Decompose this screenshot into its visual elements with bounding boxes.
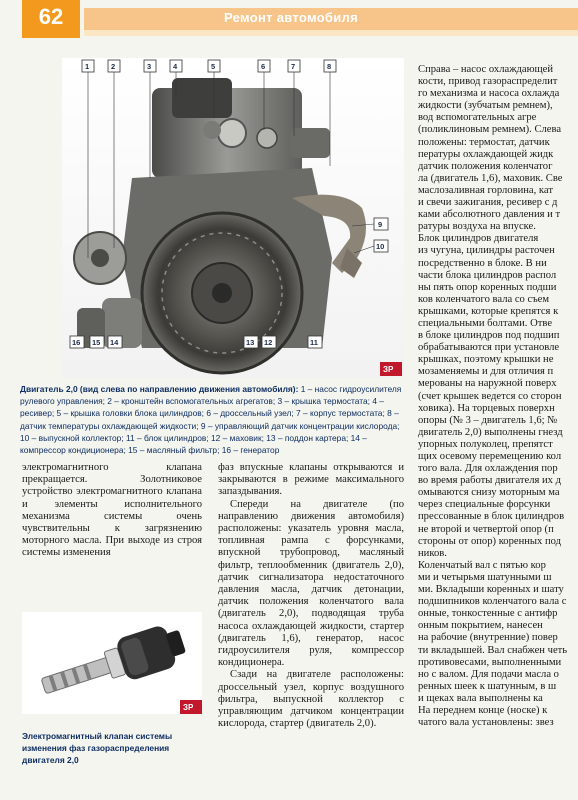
middle-paragraph-2: Спереди на двигателе (по направлению движения автомобиля) расположены: указатель уровня масла, топливная рампа с форсунками, впускной трубопровод, масляный фильтр, теплообменник (двигатель 2,0), датчик сигнализатора недостаточного давления масла, датчик детонации, датчик положения коленчатого вала (двигатель 2,0), подводящая труба насоса охлаждающей жидкости, стартер (двигатель 1,6), генератор, насос гидроусилителя руля, компрессор кондиционера. <box>218 498 404 669</box>
right-column-line: из чугуна, цилиндры расточен <box>418 245 555 257</box>
right-column-line: ми. Вкладыши коренных и шату <box>418 584 564 596</box>
valve-photo <box>22 612 202 714</box>
right-column-line: пературы охлаждающей жидк <box>418 148 554 160</box>
right-column-line: кости, привод газораспределит <box>418 76 558 88</box>
right-column-line: го механизма и насоса охлажда <box>418 88 560 100</box>
right-column-line: на рабочие (внутренние) повер <box>418 632 558 644</box>
right-column-line: через специальные форсунки <box>418 499 551 511</box>
callout-10: 10 <box>376 242 385 251</box>
right-column-line: омываются снизу моторным ма <box>418 487 560 499</box>
right-column-line: вод вспомогательных агре <box>418 112 537 124</box>
callout-12: 12 <box>264 338 273 347</box>
section-title: Ремонт автомобиля <box>224 10 358 25</box>
engine-photo-badge: ЗР <box>383 365 394 374</box>
page-header <box>0 0 578 40</box>
callout-15: 15 <box>92 338 101 347</box>
right-column-line: Блок цилиндров двигателя <box>418 233 539 245</box>
page-number-box <box>22 0 80 38</box>
right-column-line: того вала. Для охлаждения пор <box>418 463 558 475</box>
right-column-line: упорных полуколец, препятст <box>418 438 553 450</box>
right-column-line: положены: термостат, датчик <box>418 136 550 148</box>
right-column-line: ны пять опор коренных подши <box>418 281 557 293</box>
callout-14: 14 <box>110 338 119 347</box>
right-column-line: ков коленчатого вала со съем <box>418 293 550 305</box>
right-column-line: (счет крышек ведется со сторон <box>418 390 562 402</box>
valve-caption <box>22 730 204 767</box>
right-column-line: ников. <box>418 547 447 559</box>
callout-1: 1 <box>85 62 90 71</box>
engine-photo <box>62 58 404 378</box>
right-column <box>418 64 578 729</box>
left-paragraph-1: электромагнитного клапана прекращается. Золотниковое устройство электромагнитного клапана и элементы исполнительного механизма системы очень чувствительны к загрязнению моторного масла. При выходе из строя системы изменения <box>22 462 202 559</box>
middle-column <box>218 462 404 730</box>
callout-16: 16 <box>72 338 81 347</box>
right-column-line: посредственно в блоке. В ни <box>418 257 547 269</box>
right-column-line: ками абсолютного давления и т <box>418 209 561 221</box>
right-column-line: в блоке цилиндров под подшип <box>418 330 560 342</box>
valve-photo-badge: ЗР <box>183 703 194 712</box>
right-column-line: онным покрытием, нанесен <box>418 620 543 632</box>
right-column-line: ховика). На торцевых поверхн <box>418 402 555 414</box>
right-column-line: подшипников коленчатого вала с <box>418 596 567 608</box>
right-column-line: ратуры воздуха на впуске. <box>418 221 536 233</box>
right-column-line: стороны от опор) коренных под <box>418 535 562 547</box>
right-column-line: Справа – насос охлаждающей <box>418 64 554 75</box>
middle-paragraph-3: Сзади на двигателе расположены: дроссельный узел, корпус воздушного фильтра, выпускной коллектор с управляющим датчиком концентрации кислорода, стартер (двигатель 2,0). <box>218 669 404 730</box>
callout-13: 13 <box>246 338 255 347</box>
right-column-line: и щеках вала выполнены ка <box>418 692 543 704</box>
right-column-line: крышках, поэтому крышки не <box>418 354 554 366</box>
right-column-line: противовесами, выполненными <box>418 656 562 668</box>
callout-11: 11 <box>310 338 318 347</box>
callout-2: 2 <box>111 62 116 71</box>
right-column-line: (поликлиновым ремнем). Слева <box>418 124 562 136</box>
right-column-line: ми и четырьмя шатунными ш <box>418 571 552 583</box>
engine-caption <box>20 383 410 456</box>
right-column-line: На переднем конце (носке) к <box>418 704 548 716</box>
right-column-line: опоры (№ 3 – двигатель 1,6; № <box>418 414 558 426</box>
valve-caption-text: Электромагнитный клапан системы изменения фаз газораспределения двигателя 2,0 <box>22 731 173 766</box>
right-column-line: Коленчатый вал с пятью кор <box>418 559 546 571</box>
right-column-line: жидкости (зубчатым ремнем), <box>418 100 553 112</box>
callout-8: 8 <box>327 62 332 71</box>
right-column-line: специальными болтами. Отве <box>418 317 553 329</box>
callout-7: 7 <box>291 62 296 71</box>
right-column-line: не второй и четвертой опор (п <box>418 523 554 535</box>
right-column-line: и свечи зажигания, ресивер с д <box>418 197 558 209</box>
right-column-line: щих осевому перемещению кол <box>418 451 562 462</box>
right-column-line: чатого вала установлены: звез <box>418 717 554 729</box>
page-number: 62 <box>38 4 64 29</box>
right-column-line: но с валом. Для подачи масла о <box>418 668 559 680</box>
right-column-line: маслозаливная горловина, кат <box>418 184 553 196</box>
right-column-line: части блока цилиндров распол <box>418 269 557 281</box>
callout-3: 3 <box>147 62 152 71</box>
callout-9: 9 <box>378 220 383 229</box>
header-bar-lower <box>84 30 578 36</box>
right-column-line: онные, тонкостенные с антифр <box>418 608 558 620</box>
right-column-line: датчик положения коленчатог <box>418 160 553 172</box>
right-column-line: крышками, которые крепятся к <box>418 305 559 317</box>
right-column-line: ти вкладышей. Вал снабжен четь <box>418 644 568 656</box>
right-column-line: прессованные в блок цилиндров <box>418 511 565 523</box>
right-column-line: обрабатываются при установле <box>418 342 560 354</box>
engine-caption-title: Двигатель 2,0 (вид слева по направлению движения автомобиля): <box>20 384 299 394</box>
engine-caption-text: 1 – насос гидроусилителя рулевого управления; 2 – кронштейн вспомогательных агрегатов; 3 – крышка термостата; 4 – ресивер; 5 – крышка головки блока цилиндров; 6 – дроссельный узел; 7 – корпус термостата; 8 – датчик температуры охлаждающей жидкости; 9 – управляющий датчик концентрации кислорода; 10 – выпускной коллектор; 11 – блок цилиндров; 12 – маховик; 13 – поддон картера; 14 – компрессор кондиционера; 15 – масляный фильтр; 16 – генератор <box>20 384 402 456</box>
callout-6: 6 <box>261 62 266 71</box>
callout-5: 5 <box>211 62 216 71</box>
callout-4: 4 <box>173 62 178 71</box>
right-column-line: двигатель 2,0) выполнены гнезд <box>418 426 563 438</box>
left-column <box>22 462 202 560</box>
right-column-line: во время работы двигателя их д <box>418 475 562 487</box>
right-column-line: ренных шеек к шатунным, в ш <box>418 680 557 692</box>
right-column-line: мозаменяемы и для отличия п <box>418 366 554 378</box>
middle-paragraph-1: фаз впускные клапаны открываются и закрываются в режиме максимального запаздывания. <box>218 462 404 498</box>
right-column-line: ла (двигатель 1,6), маховик. Све <box>418 172 563 184</box>
right-column-line: мерованы на наружной поверх <box>418 378 557 390</box>
